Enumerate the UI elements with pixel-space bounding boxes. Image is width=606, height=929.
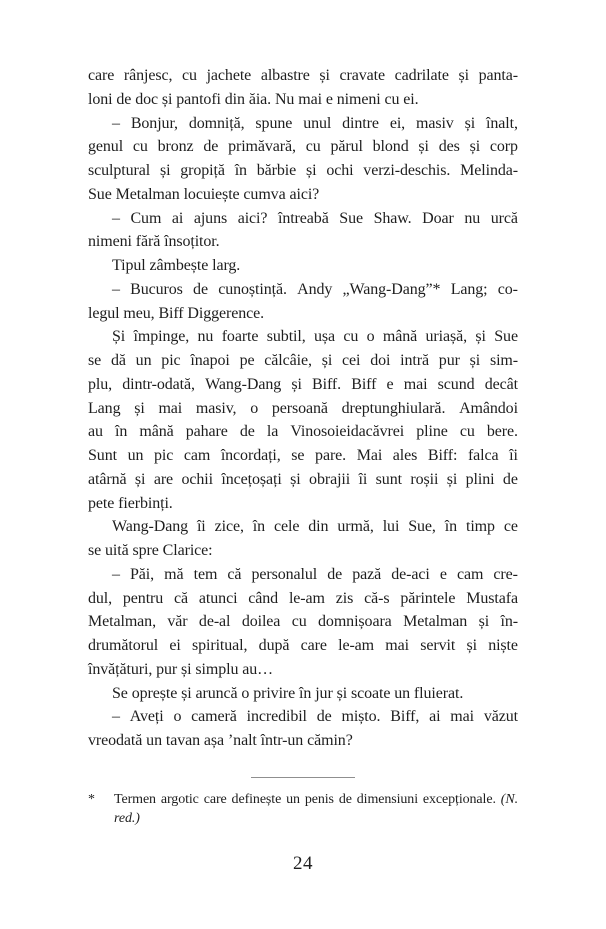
text-line: Metalman, văr de-al doilea cu domnișoara Metalman și în- xyxy=(88,613,518,631)
text-line: drumătorul ei spiritual, după care le-am mai servit și niște xyxy=(88,637,518,654)
footnote-text: Termen argotic care definește un penis de dimensiuni excepționale. xyxy=(114,791,496,807)
footnote-marker: * xyxy=(88,791,95,807)
text-line: Tipul zâmbește larg. xyxy=(112,257,241,274)
text-line: Sunt un pic cam încordați, se pare. Mai ales Biff: falca îi xyxy=(88,447,518,464)
text-line: Sue Metalman locuiește cumva aici? xyxy=(88,185,320,203)
footnote-separator xyxy=(251,777,355,778)
text-line: au în mână pahare de la Vinosoieidacăvrei pline cu bere. xyxy=(88,423,518,441)
text-line: se dă un pic înapoi pe călcâie, și cei doi intră pur și sim- xyxy=(88,352,518,369)
text-line: Wang-Dang îi zice, în cele din urmă, lui Sue, în timp ce xyxy=(112,518,518,536)
text-line: care rânjesc, cu jachete albastre și cravate cadrilate și panta- xyxy=(88,67,518,84)
text-line: atârnă și are ochii încețoșați și obrajii îi sunt roșii și plini de xyxy=(88,470,518,488)
text-line: se uită spre Clarice: xyxy=(88,542,213,559)
text-line: legul meu, Biff Diggerence. xyxy=(88,304,265,322)
text-line: genul cu bronz de primăvară, cu părul blond și des și corp xyxy=(88,138,518,156)
text-line: învățături, pur și simplu au… xyxy=(88,660,274,678)
text-line: – Bonjur, domniță, spune unul dintre ei, masiv și înalt, xyxy=(112,114,518,132)
body-text-block xyxy=(88,64,518,828)
text-line: Se oprește și aruncă o privire în jur și scoate un fluierat. xyxy=(112,684,464,702)
footnote-attribution: (N. red.) xyxy=(114,791,518,826)
text-line: sculptural și gropiță în bărbie și ochi verzi-deschis. Melinda- xyxy=(88,162,518,179)
text-line: loni de doc și pantofi din ăia. Nu mai e nimeni cu ei. xyxy=(88,90,419,108)
text-line: Lang și mai masiv, o persoană dreptunghiulară. Amândoi xyxy=(88,399,518,417)
text-line: pete fierbinți. xyxy=(88,494,173,512)
body-text-lines xyxy=(88,64,518,753)
text-line: – Păi, mă tem că personalul de pază de-aci e cam cre- xyxy=(112,565,518,583)
text-line: – Aveți o cameră incredibil de mișto. Biff, ai mai văzut xyxy=(112,708,518,726)
text-line: plu, dintr-odată, Wang-Dang și Biff. Biff e mai scund decât xyxy=(88,375,518,393)
page-number: 24 xyxy=(293,853,313,874)
text-line: – Cum ai ajuns aici? întreabă Sue Shaw. Doar nu urcă xyxy=(112,209,518,227)
text-line: Și împinge, nu foarte subtil, ușa cu o mână uriașă, și Sue xyxy=(112,328,518,346)
text-line: – Bucuros de cunoștință. Andy „Wang-Dang”* Lang; co- xyxy=(112,280,518,298)
footnote xyxy=(88,790,518,828)
text-line: dul, pentru că atunci când le-am zis că-s părintele Mustafa xyxy=(88,589,518,607)
text-line: vreodată un tavan așa ’nalt într-un cămin? xyxy=(88,732,353,749)
text-line: nimeni fără însoțitor. xyxy=(88,233,220,251)
